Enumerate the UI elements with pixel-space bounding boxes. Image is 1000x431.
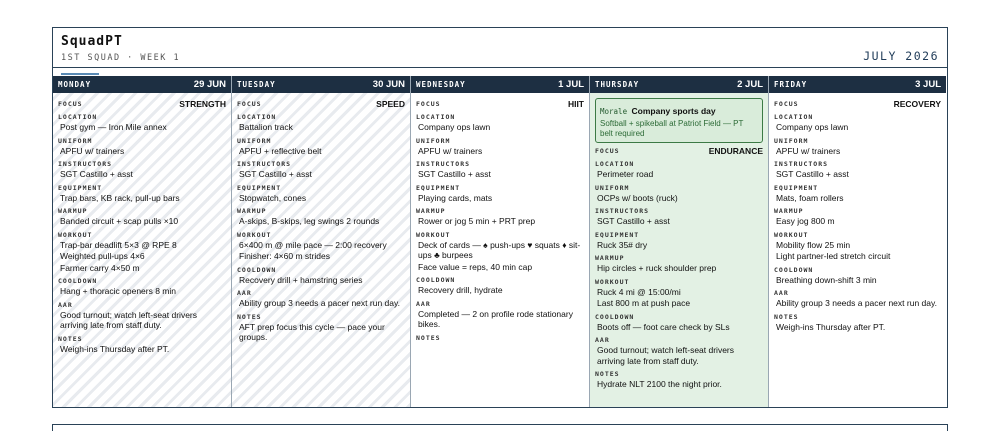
uniform-value: OCPs w/ boots (ruck) bbox=[597, 192, 678, 203]
day-name: WEDNESDAY bbox=[416, 80, 466, 89]
notes-label: NOTES bbox=[58, 334, 83, 343]
focus-label: FOCUS bbox=[237, 100, 262, 108]
cooldown-value: Recovery drill, hydrate bbox=[418, 285, 503, 295]
workout-line: Mobility flow 25 min bbox=[776, 239, 851, 250]
day-header bbox=[232, 76, 410, 93]
day-name: MONDAY bbox=[58, 80, 92, 89]
aar-value: Good turnout; watch left-seat drivers arriving late from staff duty. bbox=[60, 309, 198, 330]
cooldown-value: Recovery drill + hamstring series bbox=[239, 274, 363, 285]
warmup-label: WARMUP bbox=[416, 207, 446, 215]
focus-value: ENDURANCE bbox=[708, 146, 763, 156]
cooldown-value: Breathing down-shift 3 min bbox=[776, 274, 877, 285]
day-body bbox=[232, 93, 410, 343]
workout-line: Farmer carry 4×50 m bbox=[60, 262, 140, 273]
workout-label: WORKOUT bbox=[416, 230, 451, 239]
uniform-value: APFU w/ trainers bbox=[60, 145, 125, 156]
equipment-label: EQUIPMENT bbox=[774, 183, 819, 192]
warmup-label: WARMUP bbox=[237, 207, 267, 215]
notes-label: NOTES bbox=[774, 312, 799, 321]
location-value: Post gym — Iron Mile annex bbox=[60, 122, 167, 132]
workout-line: Last 800 m at push pace bbox=[597, 298, 691, 308]
notes-value: AFT prep focus this cycle — pace your groups. bbox=[239, 321, 385, 342]
uniform-label: UNIFORM bbox=[774, 136, 809, 145]
event-title: Company sports day bbox=[631, 106, 716, 116]
warmup-label: WARMUP bbox=[774, 207, 804, 215]
aar-label: AAR bbox=[58, 300, 73, 309]
notes-label: NOTES bbox=[237, 312, 262, 321]
focus-label: FOCUS bbox=[774, 100, 799, 108]
focus-label: FOCUS bbox=[58, 100, 83, 108]
location-value: Company ops lawn bbox=[418, 122, 491, 132]
workout-line: Finisher: 4×60 m strides bbox=[239, 251, 330, 261]
warmup-value: A-skips, B-skips, leg swings 2 rounds bbox=[239, 216, 380, 226]
workout-line: Face value = reps, 40 min cap bbox=[418, 261, 533, 272]
header-divider bbox=[53, 67, 947, 68]
notes-label: NOTES bbox=[416, 333, 441, 342]
app-title: SquadPT bbox=[61, 34, 123, 49]
day-body bbox=[53, 93, 231, 354]
focus-label: FOCUS bbox=[595, 147, 620, 155]
event-kind: Morale bbox=[600, 107, 628, 116]
workout-label: WORKOUT bbox=[58, 230, 93, 239]
notes-value: Weigh-ins Thursday after PT. bbox=[60, 343, 170, 354]
aar-label: AAR bbox=[416, 299, 431, 308]
day-header bbox=[411, 76, 589, 93]
day-name: FRIDAY bbox=[774, 80, 808, 89]
notes-label: NOTES bbox=[595, 370, 620, 378]
next-week-panel bbox=[52, 424, 948, 431]
day-date: 3 JUL bbox=[915, 79, 941, 90]
day-body bbox=[590, 93, 768, 390]
focus-row bbox=[58, 99, 226, 109]
equipment-label: EQUIPMENT bbox=[595, 230, 640, 239]
equipment-value: Trap bars, KB rack, pull-up bars bbox=[60, 192, 180, 203]
uniform-value: APFU + reflective belt bbox=[239, 145, 322, 156]
cooldown-label: COOLDOWN bbox=[774, 265, 814, 274]
week-header bbox=[53, 28, 947, 75]
instructors-label: INSTRUCTORS bbox=[58, 160, 113, 168]
workout-line: Deck of cards — ♠ push-ups ♥ squats ♦ sit-ups ♣ burpees bbox=[418, 239, 581, 260]
event-description: Softball + spikeball at Patriot Field — PT belt required bbox=[600, 119, 744, 138]
day-column-wednesday[interactable] bbox=[411, 76, 590, 407]
instructors-label: INSTRUCTORS bbox=[237, 160, 292, 168]
uniform-label: UNIFORM bbox=[595, 183, 630, 192]
uniform-label: UNIFORM bbox=[237, 136, 272, 145]
workout-line: Ruck 4 mi @ 15:00/mi bbox=[597, 286, 681, 297]
aar-label: AAR bbox=[774, 289, 789, 297]
aar-value: Completed — 2 on profile rode stationary bikes. bbox=[418, 308, 573, 329]
warmup-value: Easy jog 800 m bbox=[776, 216, 835, 226]
equipment-value: Playing cards, mats bbox=[418, 192, 493, 203]
focus-value: SPEED bbox=[376, 99, 405, 109]
instructors-label: INSTRUCTORS bbox=[774, 160, 829, 168]
uniform-label: UNIFORM bbox=[416, 136, 451, 145]
location-label: LOCATION bbox=[58, 113, 98, 121]
week-panel bbox=[52, 27, 948, 408]
uniform-value: APFU w/ trainers bbox=[418, 145, 483, 156]
day-date: 2 JUL bbox=[737, 79, 763, 90]
day-header bbox=[769, 76, 946, 93]
workout-line: Weighted pull-ups 4×6 bbox=[60, 251, 145, 261]
location-label: LOCATION bbox=[237, 113, 277, 121]
equipment-label: EQUIPMENT bbox=[237, 183, 282, 192]
location-label: LOCATION bbox=[595, 160, 635, 168]
warmup-value: Hip circles + ruck shoulder prep bbox=[597, 263, 717, 273]
month-label: JULY 2026 bbox=[863, 49, 939, 63]
event-card[interactable] bbox=[595, 98, 763, 143]
day-header bbox=[590, 76, 768, 93]
day-body bbox=[411, 93, 589, 342]
day-column-monday[interactable] bbox=[53, 76, 232, 407]
focus-value: HIIT bbox=[567, 99, 584, 109]
day-column-thursday[interactable] bbox=[590, 76, 769, 407]
day-date: 30 JUN bbox=[372, 79, 405, 90]
day-date: 29 JUN bbox=[193, 79, 226, 90]
location-value: Perimeter road bbox=[597, 169, 654, 179]
focus-label: FOCUS bbox=[416, 100, 441, 108]
day-body bbox=[769, 93, 946, 332]
instructors-value: SGT Castillo + asst bbox=[597, 216, 670, 226]
week-subtitle: 1ST SQUAD · WEEK 1 bbox=[61, 53, 181, 63]
equipment-value: Mats, foam rollers bbox=[776, 192, 844, 203]
cooldown-value: Hang + thoracic openers 8 min bbox=[60, 286, 176, 296]
uniform-label: UNIFORM bbox=[58, 136, 93, 145]
focus-row bbox=[595, 146, 763, 156]
focus-row bbox=[774, 99, 941, 109]
focus-row bbox=[416, 99, 584, 109]
aar-label: AAR bbox=[595, 336, 610, 344]
equipment-label: EQUIPMENT bbox=[58, 183, 103, 192]
notes-value: Weigh-ins Thursday after PT. bbox=[776, 321, 886, 332]
aar-value: Good turnout; watch left-seat drivers arriving late from staff duty. bbox=[597, 345, 735, 366]
focus-value: RECOVERY bbox=[893, 99, 941, 109]
day-column-tuesday[interactable] bbox=[232, 76, 411, 407]
warmup-value: Banded circuit + scap pulls ×10 bbox=[60, 216, 179, 226]
day-header bbox=[53, 76, 231, 93]
instructors-label: INSTRUCTORS bbox=[595, 207, 650, 215]
instructors-value: SGT Castillo + asst bbox=[60, 169, 133, 179]
instructors-label: INSTRUCTORS bbox=[416, 160, 471, 168]
workout-label: WORKOUT bbox=[595, 277, 630, 286]
day-name: THURSDAY bbox=[595, 80, 640, 89]
focus-value: STRENGTH bbox=[179, 99, 226, 109]
cooldown-label: COOLDOWN bbox=[416, 276, 456, 284]
instructors-value: SGT Castillo + asst bbox=[239, 169, 312, 179]
day-name: TUESDAY bbox=[237, 80, 276, 89]
aar-value: Ability group 3 needs a pacer next run day. bbox=[776, 298, 937, 308]
uniform-value: APFU w/ trainers bbox=[776, 145, 841, 156]
day-date: 1 JUL bbox=[558, 79, 584, 90]
notes-value: Hydrate NLT 2100 the night prior. bbox=[597, 379, 722, 389]
location-value: Battalion track bbox=[239, 122, 293, 132]
equipment-label: EQUIPMENT bbox=[416, 183, 461, 192]
cooldown-label: COOLDOWN bbox=[58, 277, 98, 285]
instructors-value: SGT Castillo + asst bbox=[776, 169, 849, 179]
location-value: Company ops lawn bbox=[776, 122, 849, 132]
equipment-value: Stopwatch, cones bbox=[239, 192, 307, 203]
equipment-value: Ruck 35# dry bbox=[597, 239, 648, 250]
warmup-value: Rower or jog 5 min + PRT prep bbox=[418, 216, 536, 226]
location-label: LOCATION bbox=[774, 113, 814, 121]
header-accent bbox=[61, 73, 99, 75]
cooldown-label: COOLDOWN bbox=[595, 312, 635, 321]
warmup-label: WARMUP bbox=[58, 207, 88, 215]
cooldown-label: COOLDOWN bbox=[237, 265, 277, 274]
day-columns bbox=[53, 76, 947, 407]
aar-value: Ability group 3 needs a pacer next run day. bbox=[239, 298, 400, 308]
aar-label: AAR bbox=[237, 289, 252, 297]
focus-row bbox=[237, 99, 405, 109]
workout-label: WORKOUT bbox=[237, 230, 272, 239]
workout-line: 6×400 m @ mile pace — 2:00 recovery bbox=[239, 239, 387, 250]
location-label: LOCATION bbox=[416, 113, 456, 121]
day-column-friday[interactable] bbox=[769, 76, 946, 407]
warmup-label: WARMUP bbox=[595, 254, 625, 262]
workout-label: WORKOUT bbox=[774, 230, 809, 239]
instructors-value: SGT Castillo + asst bbox=[418, 169, 491, 179]
workout-line: Trap-bar deadlift 5×3 @ RPE 8 bbox=[60, 239, 177, 250]
workout-line: Light partner-led stretch circuit bbox=[776, 251, 891, 261]
cooldown-value: Boots off — foot care check by SLs bbox=[597, 321, 730, 332]
